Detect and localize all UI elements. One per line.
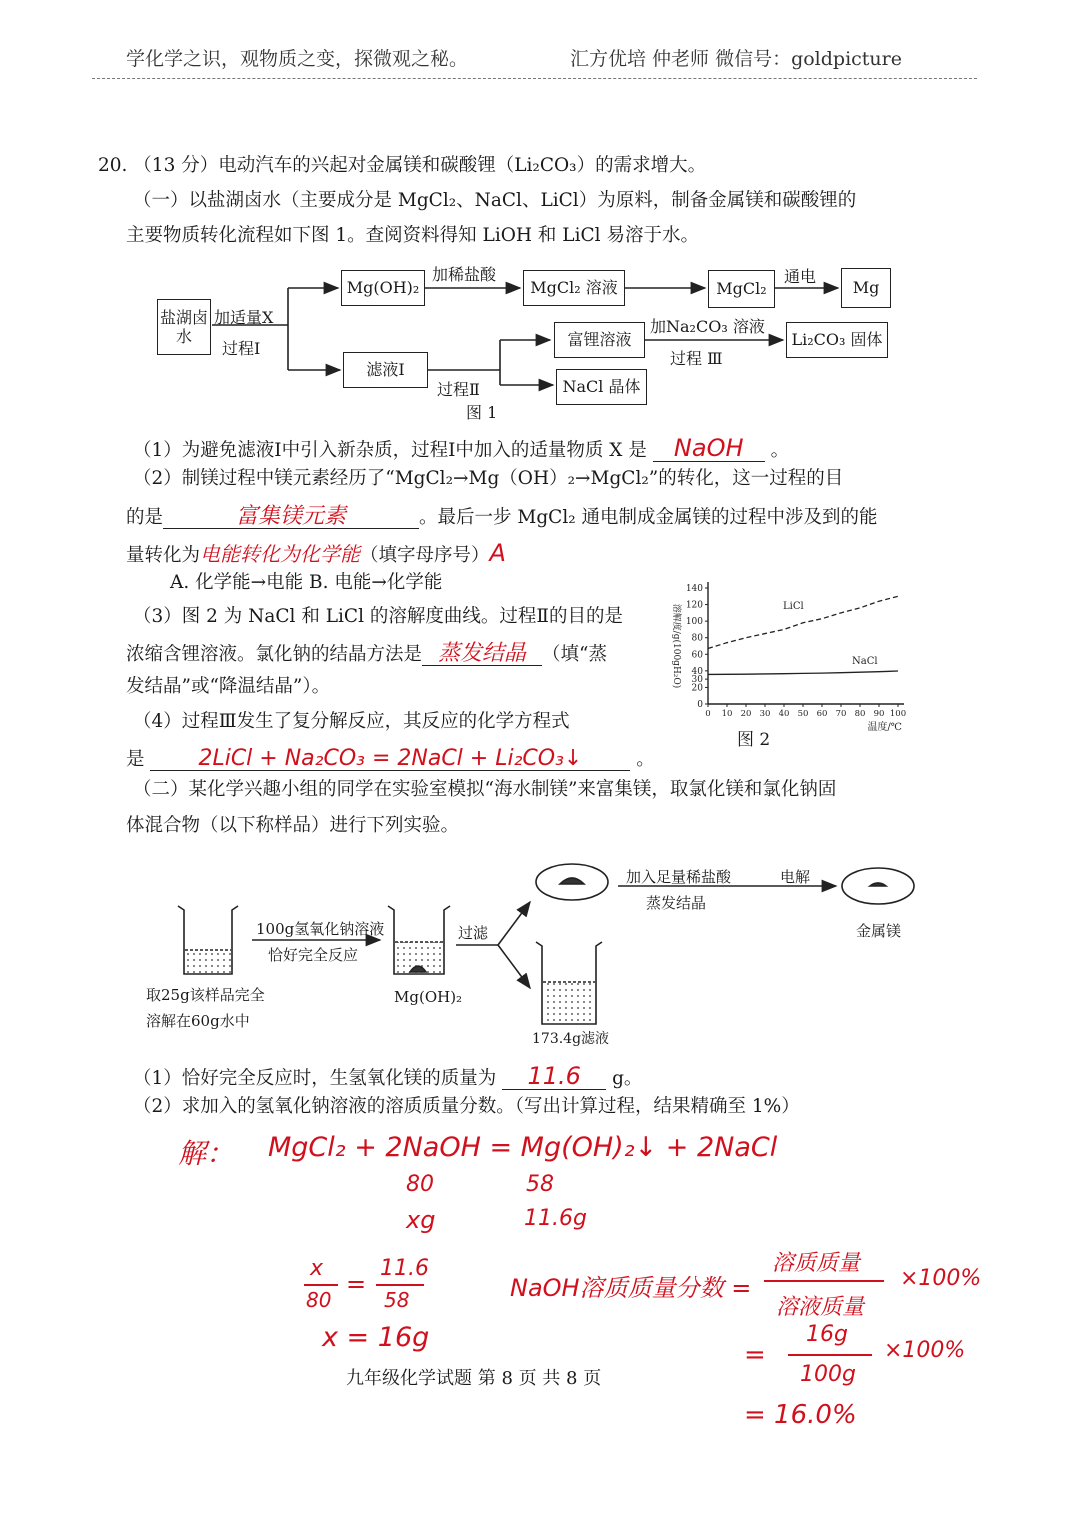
chart2-x-tick-label: 60 xyxy=(816,709,828,719)
figure3-experiment xyxy=(0,850,1080,1050)
chart2-x-tick-label: 90 xyxy=(873,709,885,719)
chart2-y-tick-label: 30 xyxy=(691,675,703,686)
q4-line1: （4）过程Ⅲ发生了复分解反应，其反应的化学方程式 xyxy=(133,711,570,732)
q2-line3: 量转化为电能转化为化学能（填字母序号）A xyxy=(126,539,506,567)
label-electrify: 通电 xyxy=(784,267,817,286)
q3-line1: （3）图 2 为 NaCl 和 LiCl 的溶解度曲线。过程Ⅱ的目的是 xyxy=(133,606,623,627)
ratio-rhs-num: 11.6 xyxy=(380,1256,429,1281)
label-process3: 过程 Ⅲ xyxy=(670,349,723,368)
q2-options: A. 化学能→电能 B. 电能→化学能 xyxy=(170,572,443,593)
p2q1-answer: 11.6 xyxy=(527,1062,581,1090)
label-filter: 过滤 xyxy=(458,924,489,942)
chart2-x-label: 温度/℃ xyxy=(867,722,902,733)
box-mgcl2-solution: MgCl₂ 溶液 xyxy=(523,270,625,306)
chart2-y-tick-label: 20 xyxy=(691,683,703,694)
p2q2-text: （2）求加入的氢氧化钠溶液的溶质质量分数。（写出计算过程，结果精确至 1%） xyxy=(133,1096,800,1117)
frac1-bar xyxy=(764,1280,884,1282)
sol-x-g: xg xyxy=(406,1206,436,1234)
sol-equation: MgCl₂ + 2NaOH = Mg(OH)₂↓ + 2NaCl xyxy=(268,1132,778,1163)
chart2-series-nacl xyxy=(708,671,898,674)
q3-line3: 发结晶”或“降温结晶”）。 xyxy=(126,676,331,697)
label-process1: 过程Ⅰ xyxy=(222,339,261,358)
beaker1-caption-b: 溶解在60g水中 xyxy=(146,1012,250,1030)
chart2-x-tick-label: 10 xyxy=(721,709,733,719)
sol-mr-naoh: 80 xyxy=(406,1172,434,1197)
beaker2-caption: Mg(OH)₂ xyxy=(394,988,463,1006)
chart2-x-tick-label: 50 xyxy=(797,709,809,719)
sol-x-result: x = 16g xyxy=(322,1322,430,1353)
part2-line2: 体混合物（以下称样品）进行下列实验。 xyxy=(126,815,460,836)
sol-jie: 解： xyxy=(178,1137,235,1170)
times100-1: ×100% xyxy=(900,1266,982,1291)
box-mg: Mg xyxy=(841,268,891,308)
chart2-series-label-licl: LiCl xyxy=(783,600,804,612)
chart2-svg xyxy=(660,560,920,760)
frac1-den: 溶液质量 xyxy=(776,1295,865,1320)
figure2-caption: 图 2 xyxy=(737,730,771,750)
ratio-lhs-den: 80 xyxy=(306,1288,332,1312)
chart2-y-tick-label: 40 xyxy=(691,666,703,677)
chart2-x-tick-label: 80 xyxy=(854,709,866,719)
box-mgoh2: Mg(OH)₂ xyxy=(341,270,425,306)
label-metal-mg: 金属镁 xyxy=(856,922,902,940)
label-add-na2co3: 加Na₂CO₃ 溶液 xyxy=(650,317,765,336)
chart2-y-tick-label: 80 xyxy=(691,633,703,644)
q4-answer-equation: 2LiCl + Na₂CO₃ = 2NaCl + Li₂CO₃↓ xyxy=(198,746,583,771)
q2-answer-energy: 电能转化为化学能 xyxy=(200,542,361,566)
figure1-flowchart xyxy=(0,0,1080,430)
beaker1-caption-a: 取25g该样品完全 xyxy=(146,986,265,1004)
q2-answer-choice: A xyxy=(489,539,506,567)
frac1-num: 溶质质量 xyxy=(772,1251,861,1276)
q2-line1: （2）制镁过程中镁元素经历了“MgCl₂→Mg（OH）₂→MgCl₂”的转化，这一过程的目 xyxy=(133,468,844,489)
times100-2: ×100% xyxy=(884,1338,966,1363)
question-title: 20. （13 分）电动汽车的兴起对金属镁和碳酸锂（Li₂CO₃）的需求增大。 xyxy=(98,155,707,176)
chart2-y-tick-label: 60 xyxy=(691,650,703,661)
q3-line2: 浓缩含锂溶液。氯化钠的结晶方法是 蒸发结晶 （填“蒸 xyxy=(126,641,607,666)
label-add-acid: 加入足量稀盐酸 xyxy=(626,868,732,886)
reagent-label-b: 恰好完全反应 xyxy=(268,946,359,964)
box-nacl-crystal: NaCl 晶体 xyxy=(556,369,647,405)
q3-answer: 蒸发结晶 xyxy=(438,641,527,666)
label-process2: 过程Ⅱ xyxy=(437,380,480,399)
figure1-caption: 图 1 xyxy=(466,403,498,422)
label-filtrate-mass: 173.4g滤液 xyxy=(532,1031,610,1047)
chart2-x-tick-label: 40 xyxy=(778,709,790,719)
ratio-lhs-bar xyxy=(304,1284,338,1286)
p2q1-text: （1）恰好完全反应时，生氢氧化镁的质量为 11.6 g。 xyxy=(133,1062,643,1090)
chart2-x-tick-label: 30 xyxy=(759,709,771,719)
ratio-lhs-num: x xyxy=(310,1256,324,1281)
part2-line1: （二）某化学兴趣小组的同学在实验室模拟“海水制镁”来富集镁，取氯化镁和氯化钠固 xyxy=(133,779,837,800)
label-electrolysis: 电解 xyxy=(780,868,811,886)
frac2-bar xyxy=(788,1354,872,1356)
page-footer: 九年级化学试题 第 8 页 共 8 页 xyxy=(346,1368,602,1389)
sol-final: = 16.0% xyxy=(744,1400,857,1430)
frac2-num: 16g xyxy=(806,1322,848,1347)
chart2-y-tick-label: 100 xyxy=(685,617,703,628)
q4-line2: 是 2LiCl + Na₂CO₃ = 2NaCl + Li₂CO₃↓ 。 xyxy=(126,746,655,771)
chart2-series-label-nacl: NaCl xyxy=(852,656,878,668)
chart2-y-label: 溶解度/g(100gH₂O) xyxy=(671,603,681,689)
sol-fraction-label: NaOH溶质质量分数 = xyxy=(510,1274,752,1302)
q1-answer: NaOH xyxy=(673,434,744,462)
label-add-hcl: 加稀盐酸 xyxy=(432,265,497,284)
sol-eq2: = xyxy=(744,1340,766,1370)
box-mgcl2: MgCl₂ xyxy=(708,270,775,308)
sol-m-mgoh2: 11.6g xyxy=(524,1206,587,1231)
chart2-y-tick-label: 0 xyxy=(697,700,703,710)
part1-intro-a: （一）以盐湖卤水（主要成分是 MgCl₂、NaCl、LiCl）为原料，制备金属镁和碳酸锂的 xyxy=(133,190,857,211)
box-li2co3-solid: Li₂CO₃ 固体 xyxy=(786,322,888,358)
chart2-x-tick-label: 70 xyxy=(835,709,847,719)
box-brine: 盐湖卤水 xyxy=(157,299,211,355)
figure1-arrows xyxy=(0,0,1080,430)
label-evaporate: 蒸发结晶 xyxy=(646,894,707,912)
q2-answer-purpose: 富集镁元素 xyxy=(236,504,347,529)
box-li-rich-solution: 富锂溶液 xyxy=(554,322,645,358)
part1-intro-b: 主要物质转化流程如下图 1。查阅资料得知 LiOH 和 LiCl 易溶于水。 xyxy=(126,225,699,246)
header-slogan: 学化学之识，观物质之变，探微观之秘。 xyxy=(126,48,469,70)
label-add-x: 加适量X xyxy=(214,308,274,327)
figure2-solubility-chart xyxy=(660,560,920,760)
frac2-den: 100g xyxy=(800,1362,856,1387)
chart2-x-tick-label: 20 xyxy=(740,709,752,719)
ratio-rhs-bar xyxy=(376,1284,424,1286)
q2-line2: 的是 富集镁元素 。最后一步 MgCl₂ 通电制成金属镁的过程中涉及到的能 xyxy=(126,504,878,529)
chart2-y-tick-label: 140 xyxy=(685,584,703,594)
box-filtrate: 滤液Ⅰ xyxy=(343,352,428,388)
reagent-label-a: 100g氢氧化钠溶液 xyxy=(256,920,385,938)
chart2-x-tick-label: 100 xyxy=(889,709,907,719)
sol-mr-mgoh2: 58 xyxy=(526,1172,554,1197)
q1-text: （1）为避免滤液Ⅰ中引入新杂质，过程Ⅰ中加入的适量物质 X 是 NaOH 。 xyxy=(133,434,790,462)
header-teacher: 汇方优培 仲老师 微信号：goldpicture xyxy=(570,48,902,70)
ratio-rhs-den: 58 xyxy=(384,1288,410,1312)
chart2-x-tick-label: 0 xyxy=(705,709,711,719)
chart2-y-tick-label: 120 xyxy=(685,600,703,611)
ratio-equals: = xyxy=(346,1270,367,1298)
